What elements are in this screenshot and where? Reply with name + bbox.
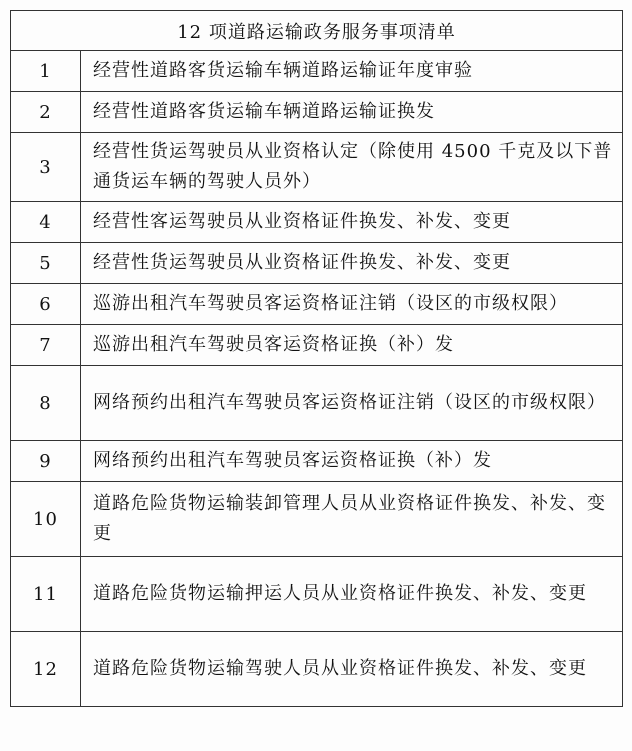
row-item: 经营性货运驾驶员从业资格认定（除使用 4500 千克及以下普通货运车辆的驾驶人员外） [81,133,623,202]
row-item: 网络预约出租汽车驾驶员客运资格证注销（设区的市级权限） [81,366,623,441]
row-number: 12 [11,632,81,707]
table-row [11,632,623,707]
row-number: 9 [11,441,81,482]
row-number: 7 [11,325,81,366]
row-number: 4 [11,202,81,243]
table-row [11,557,623,632]
table-row [11,92,623,133]
table-title-row [11,11,623,51]
row-number: 11 [11,557,81,632]
table-title: 12 项道路运输政务服务事项清单 [11,11,623,51]
table-row [11,243,623,284]
row-item: 道路危险货物运输押运人员从业资格证件换发、补发、变更 [81,557,623,632]
row-item: 道路危险货物运输装卸管理人员从业资格证件换发、补发、变更 [81,482,623,557]
table-row [11,325,623,366]
table-row [11,133,623,202]
row-number: 5 [11,243,81,284]
row-item: 巡游出租汽车驾驶员客运资格证换（补）发 [81,325,623,366]
table-row [11,366,623,441]
row-number: 6 [11,284,81,325]
row-item: 经营性客运驾驶员从业资格证件换发、补发、变更 [81,202,623,243]
table-row [11,202,623,243]
row-number: 3 [11,133,81,202]
row-number: 10 [11,482,81,557]
row-number: 2 [11,92,81,133]
row-item: 巡游出租汽车驾驶员客运资格证注销（设区的市级权限） [81,284,623,325]
table-row [11,284,623,325]
table-row [11,51,623,92]
table-row [11,441,623,482]
services-table [10,10,623,707]
row-number: 8 [11,366,81,441]
row-number: 1 [11,51,81,92]
table-row [11,482,623,557]
row-item: 经营性货运驾驶员从业资格证件换发、补发、变更 [81,243,623,284]
row-item: 道路危险货物运输驾驶人员从业资格证件换发、补发、变更 [81,632,623,707]
row-item: 经营性道路客货运输车辆道路运输证换发 [81,92,623,133]
row-item: 经营性道路客货运输车辆道路运输证年度审验 [81,51,623,92]
row-item: 网络预约出租汽车驾驶员客运资格证换（补）发 [81,441,623,482]
